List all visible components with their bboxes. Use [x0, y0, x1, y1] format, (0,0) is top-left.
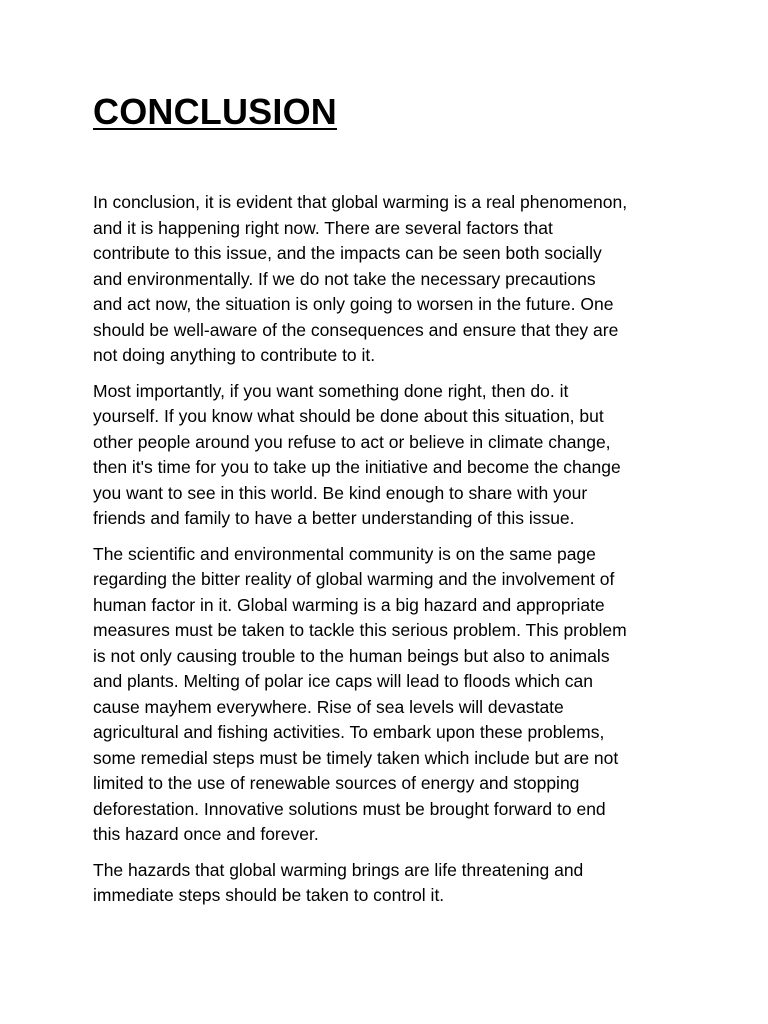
text-line: should be well-aware of the consequences and ensure that they are	[93, 319, 619, 340]
text-line: and act now, the situation is only going to worsen in the future. One	[93, 294, 614, 314]
text-line: some remedial steps must be timely taken which include but are not	[93, 747, 619, 768]
text-line: friends and family to have a better understanding of this issue.	[93, 508, 575, 528]
paragraph-1	[93, 190, 733, 369]
paragraph-3	[93, 542, 733, 848]
text-line: measures must be taken to tackle this serious problem. This problem	[93, 620, 627, 640]
text-line: cause mayhem everywhere. Rise of sea levels will devastate	[93, 696, 564, 717]
text-line: The scientific and environmental community is on the same page	[93, 543, 596, 564]
text-line: not doing anything to contribute to it.	[93, 345, 376, 365]
text-line: regarding the bitter reality of global warming and the involvement of	[93, 569, 615, 589]
page-title: CONCLUSION	[93, 91, 337, 132]
text-line: other people around you refuse to act or believe in climate change,	[93, 431, 611, 452]
text-line: agricultural and fishing activities. To embark upon these problems,	[93, 722, 605, 742]
text-line: and plants. Melting of polar ice caps will lead to floods which can	[93, 671, 593, 691]
text-line: immediate steps should be taken to control it.	[93, 885, 445, 905]
text-line: deforestation. Innovative solutions must be brought forward to end	[93, 798, 606, 819]
paragraph-2	[93, 379, 733, 532]
text-line: In conclusion, it is evident that global warming is a real phenomenon,	[93, 192, 628, 212]
text-line: and environmentally. If we do not take the necessary precautions	[93, 268, 596, 289]
document-page	[93, 90, 733, 919]
text-line: yourself. If you know what should be done about this situation, but	[93, 406, 604, 426]
document-body	[93, 190, 733, 909]
text-line: this hazard once and forever.	[93, 824, 319, 844]
text-line: you want to see in this world. Be kind enough to share with your	[93, 482, 588, 503]
text-line: The hazards that global warming brings are life threatening and	[93, 859, 584, 880]
paragraph-4	[93, 858, 733, 909]
text-line: limited to the use of renewable sources of energy and stopping	[93, 773, 580, 793]
text-line: human factor in it. Global warming is a big hazard and appropriate	[93, 594, 605, 615]
text-line: then it's time for you to take up the initiative and become the change	[93, 457, 621, 477]
text-line: and it is happening right now. There are several factors that	[93, 217, 553, 238]
text-line: Most importantly, if you want something done right, then do. it	[93, 380, 569, 401]
text-line: contribute to this issue, and the impacts can be seen both socially	[93, 243, 602, 263]
text-line: is not only causing trouble to the human beings but also to animals	[93, 645, 610, 666]
